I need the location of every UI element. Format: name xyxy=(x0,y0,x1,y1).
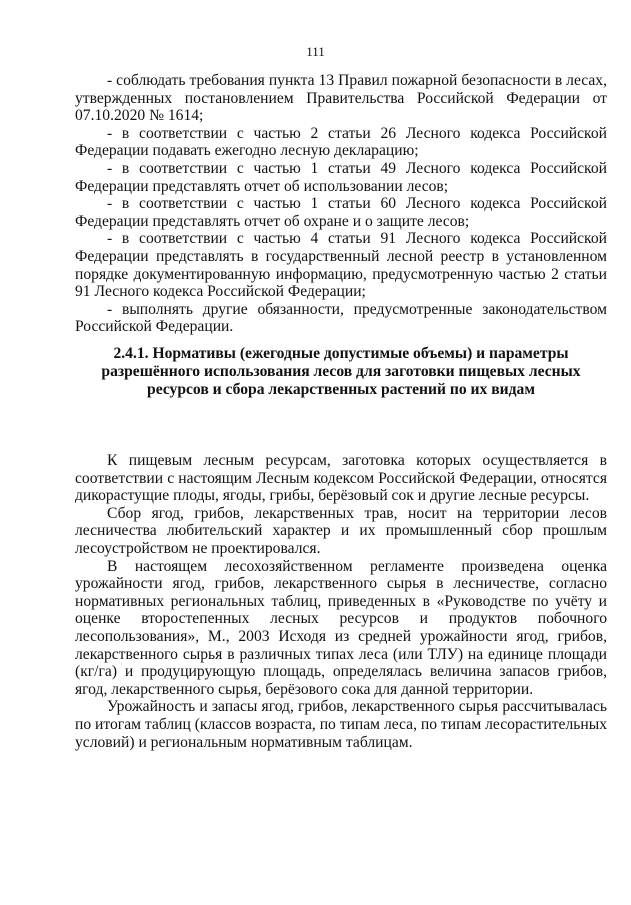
list-item: - в соответствии с частью 1 статьи 60 Лесного кодекса Российской Федерации представлять отчет об охране и о защите лесов; xyxy=(75,195,607,230)
obligations-list xyxy=(75,72,607,336)
page-number: 111 xyxy=(306,44,325,59)
body-paragraph: К пищевым лесным ресурсам, заготовка которых осуществляется в соответствии с настоящим Лесным кодексом Российской Федерации, относятся дикорастущие плоды, ягоды, грибы, берёзовый сок и другие лесные ресурсы. xyxy=(75,452,607,505)
body-paragraph: Сбор ягод, грибов, лекарственных трав, носит на территории лесов лесничества любительский характер и их промышленный сбор прошлым лесоустройством не проектировался. xyxy=(75,504,607,557)
list-item: - соблюдать требования пункта 13 Правил пожарной безопасности в лесах, утвержденных постановлением Правительства Российской Федерации от 07.10.2020 № 1614; xyxy=(75,72,607,125)
list-item: - в соответствии с частью 1 статьи 49 Лесного кодекса Российской Федерации представлять отчет об использовании лесов; xyxy=(75,159,607,195)
list-item: - в соответствии с частью 4 статьи 91 Лесного кодекса Российской Федерации представлять в государственный лесной реестр в установленном порядке документированную информацию, предусмотренную частью 2 статьи 91 Лесного кодекса Российской Федерации; xyxy=(75,230,607,301)
list-item: - в соответствии с частью 2 статьи 26 Лесного кодекса Российской Федерации подавать ежегодно лесную декларацию; xyxy=(75,124,607,160)
section-heading: 2.4.1. Нормативы (ежегодные допустимые объемы) и параметры разрешённого использования лесов для заготовки пищевых лесных ресурсов и сбора лекарственных растений по их видам xyxy=(101,345,581,398)
section-body xyxy=(75,452,607,751)
body-paragraph: Урожайность и запасы ягод, грибов, лекарственного сырья рассчитывалась по итогам таблиц (классов возраста, по типам леса, по типам лесорастительных условий) и региональным нормативным таблицам. xyxy=(75,698,607,751)
body-paragraph: В настоящем лесохозяйственном регламенте произведена оценка урожайности ягод, грибов, лекарственного сырья в лесничестве, согласно нормативных региональных таблиц, приведенных в «Руководстве по учёту и оценке второстепенных лесных ресурсов и продуктов побочного лесопользования», М., 2003 Исходя из средней урожайности ягод, грибов, лекарственного сырья в различных типах леса (или ТЛУ) на единице площади (кг/га) и продуцирующую площадь, определялась величина запасов грибов, ягод, лекарственного сырья, берёзового сока для данной территории. xyxy=(75,557,607,698)
list-item: - выполнять другие обязанности, предусмотренные законодательством Российской Федерации. xyxy=(75,300,607,336)
